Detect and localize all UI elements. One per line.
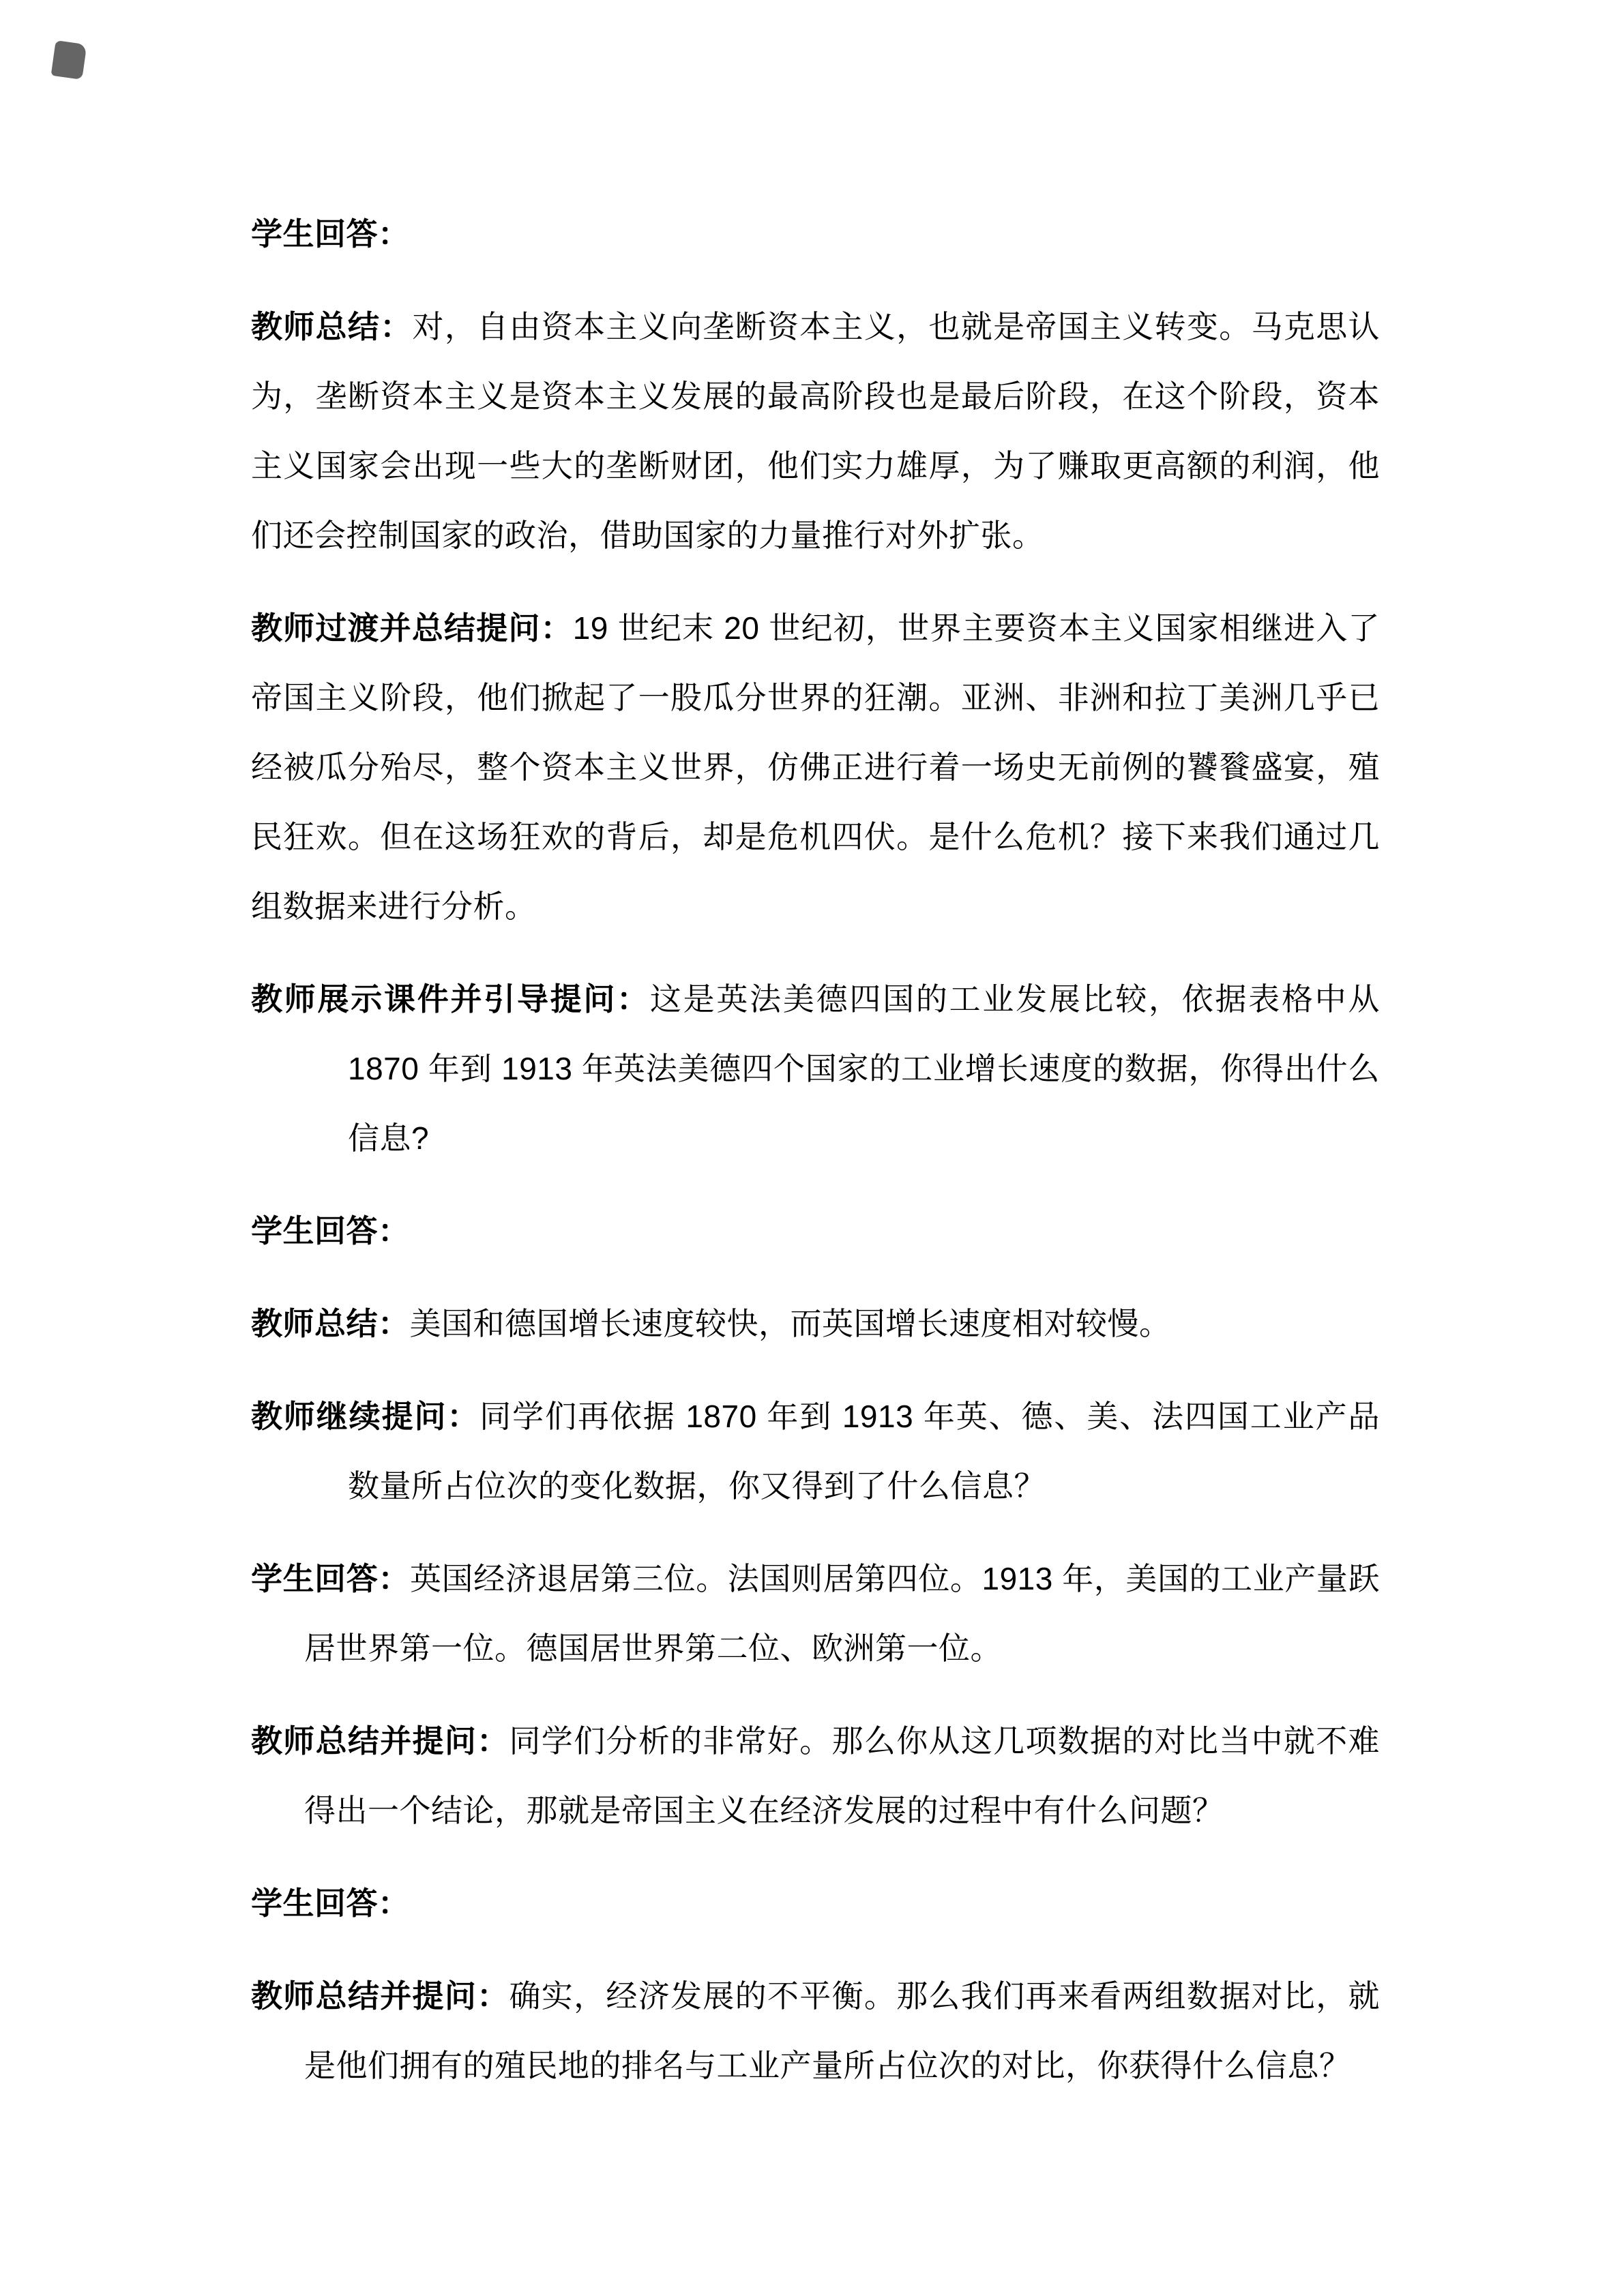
paragraph-text: 同学们分析的非常好。那么你从这几项数据的对比当中就不难得出一个结论，那就是帝国主义在经济发展的过程中有什么问题？ [304,1723,1381,1828]
paragraph-text: 确实，经济发展的不平衡。那么我们再来看两组数据对比，就是他们拥有的殖民地的排名与工业产量所占位次的对比，你获得什么信息？ [304,1978,1381,2083]
speaker-label: 教师展示课件并引导提问： [251,981,650,1017]
paragraph [251,1544,1380,1683]
paragraph-text: 美国和德国增长速度较快，而英国增长速度相对较慢。 [409,1306,1171,1341]
speaker-label: 学生回答： [251,1561,410,1596]
speaker-label: 学生回答： [251,1213,410,1249]
paragraph-text: 对，自由资本主义向垄断资本主义，也就是帝国主义转变。马克思认为，垄断资本主义是资本主义发展的最高阶段也是最后阶段，在这个阶段，资本主义国家会出现一些大的垄断财团，他们实力雄厚，为了赚取更高额的利润，他们还会控制国家的政治，借助国家的力量推行对外扩张。 [251,309,1381,553]
speaker-label: 教师继续提问： [251,1399,480,1434]
speaker-label: 教师总结并提问： [251,1978,510,2014]
paragraph [251,1196,1380,1266]
paragraph [251,1706,1380,1845]
speaker-label: 教师总结并提问： [251,1723,510,1759]
paragraph [251,292,1380,570]
paragraph-text: 英国经济退居第三位。法国则居第四位。1913 年，美国的工业产量跃居世界第一位。德国居世界第二位、欧洲第一位。 [304,1561,1380,1666]
corner-artifact [51,40,87,80]
document-body [251,199,1380,2100]
speaker-label: 教师总结： [251,1306,410,1341]
paragraph [251,1961,1380,2100]
speaker-label: 学生回答： [251,1885,410,1921]
speaker-label: 教师总结： [251,309,413,344]
paragraph-text: 同学们再依据 1870 年到 1913 年英、德、美、法四国工业产品数量所占位次的变化数据，你又得到了什么信息？ [348,1399,1380,1504]
paragraph [251,1868,1380,1938]
paragraph-text: 这是英法美德四国的工业发展比较，依据表格中从 1870 年到 1913 年英法美德四个国家的工业增长速度的数据，你得出什么信息? [348,981,1381,1156]
paragraph [251,199,1380,269]
speaker-label: 学生回答： [251,216,410,252]
paragraph [251,1382,1380,1521]
speaker-label: 教师过渡并总结提问： [251,610,573,646]
paragraph [251,593,1380,941]
paragraph [251,964,1380,1173]
paragraph [251,1289,1380,1358]
paragraph-text: 19 世纪末 20 世纪初，世界主要资本主义国家相继进入了帝国主义阶段，他们掀起了一股瓜分世界的狂潮。亚洲、非洲和拉丁美洲几乎已经被瓜分殆尽，整个资本主义世界，仿佛正进行着一场史无前例的饕餮盛宴，殖民狂欢。但在这场狂欢的背后，却是危机四伏。是什么危机？接下来我们通过几组数据来进行分析。 [251,610,1380,924]
